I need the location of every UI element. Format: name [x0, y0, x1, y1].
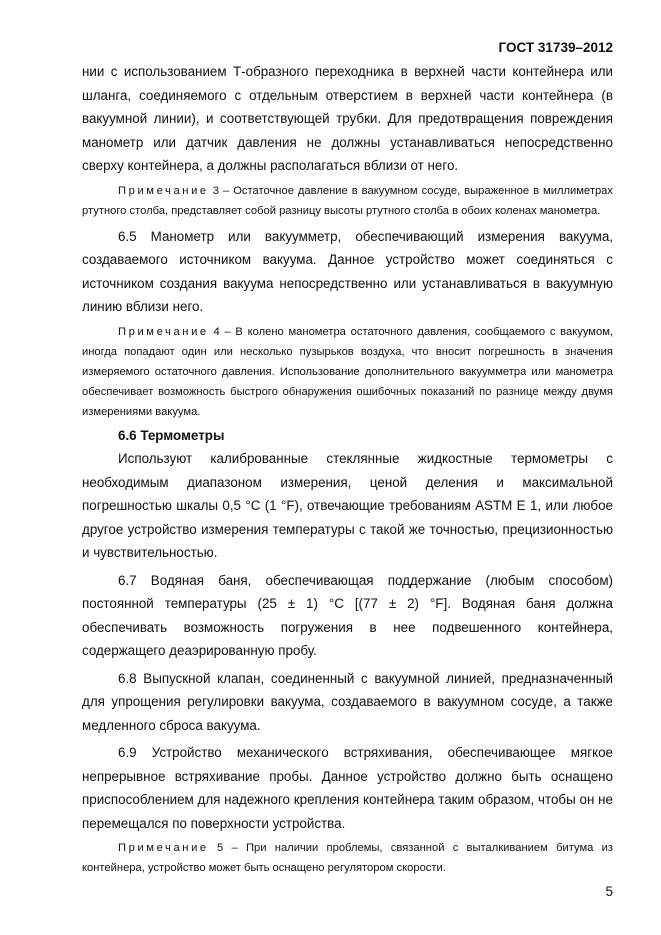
paragraph: 6.5 Манометр или вакуумметр, обеспечивающий измерения вакуума, создаваемого источником вакуума. Данное устройство может соединяться с источником создания вакуума непосредственно или устанавливаться в вакуумную линию вблизи него. [82, 228, 613, 314]
note-text: – Остаточное давление в вакуумном сосуде, выраженное в миллиметрах ртутного столба, представляет собой разницу высоты ртутного столба в обоих коленах манометра. [82, 184, 613, 217]
paragraph: 6.8 Выпускной клапан, соединенный с вакуумной линией, предназначенный для упрощения регулировки вакуума, создаваемого в вакуумном сосуде, а также медленного сброса вакуума. [82, 670, 613, 733]
note [82, 838, 613, 878]
paragraph: Используют калиброванные стеклянные жидкостные термометры с необходимым диапазоном измерения, ценой деления и максимальной погрешностью шкалы 0,5 °С (1 °F), отвечающие требованиям ASTM E 1, или любое другое устройство измерения температуры с такой же точностью, прецизионностью и чувствительностью. [82, 451, 613, 560]
paragraph: нии с использованием Т-образного переходника в верхней части контейнера или шланга, соединяемого с отдельным отверстием в верхней части контейнера (в вакуумной линии), и соответствующей трубки. Для предотвращения повреждения манометр или датчик давления не должны устанавливаться непосредственно сверху контейнера, а должны располагаться вблизи от него. [82, 64, 613, 173]
note [82, 322, 613, 422]
note-label: Примечание [118, 842, 209, 854]
document-body [82, 60, 613, 878]
note-text: – В колено манометра остаточного давления, сообщаемого с вакуумом, иногда попадают один или несколько пузырьков воздуха, что вносит погрешность в значения измеряемого остаточного давления. Использование дополнительного вакуумметра или манометра обеспечивает возможность быстрого обнаружения ошибочных показаний по разнице между двумя измерениями вакуума. [82, 325, 613, 418]
section-heading: 6.6 Термометры [118, 427, 225, 443]
note-number: 4 [213, 325, 220, 338]
note-number: 3 [212, 184, 219, 197]
paragraph: 6.7 Водяная баня, обеспечивающая поддержание (любым способом) постоянной температуры (25 ± 1) °С [(77 ± 2) °F]. Водяная баня должна обеспечивать возможность погружения в нее подвешенного контейнера, содержащего деаэрированную пробу. [82, 572, 613, 658]
note-label: Примечание [118, 325, 209, 338]
paragraph: 6.9 Устройство механического встряхивания, обеспечивающее мягкое непрерывное встряхивание пробы. Данное устройство должно быть оснащено приспособлением для надежного крепления контейнера таким образом, чтобы он не перемещался по поверхности устройства. [82, 745, 613, 831]
note [82, 181, 613, 221]
page-number: 5 [605, 884, 613, 899]
note-label: Примечание [118, 184, 209, 197]
document-header: ГОСТ 31739–2012 [498, 40, 613, 55]
note-number: 5 [217, 842, 224, 854]
note-text: – При наличии проблемы, связанной с выталкиванием битума из контейнера, устройство может быть оснащено регулятором скорости. [82, 842, 613, 874]
